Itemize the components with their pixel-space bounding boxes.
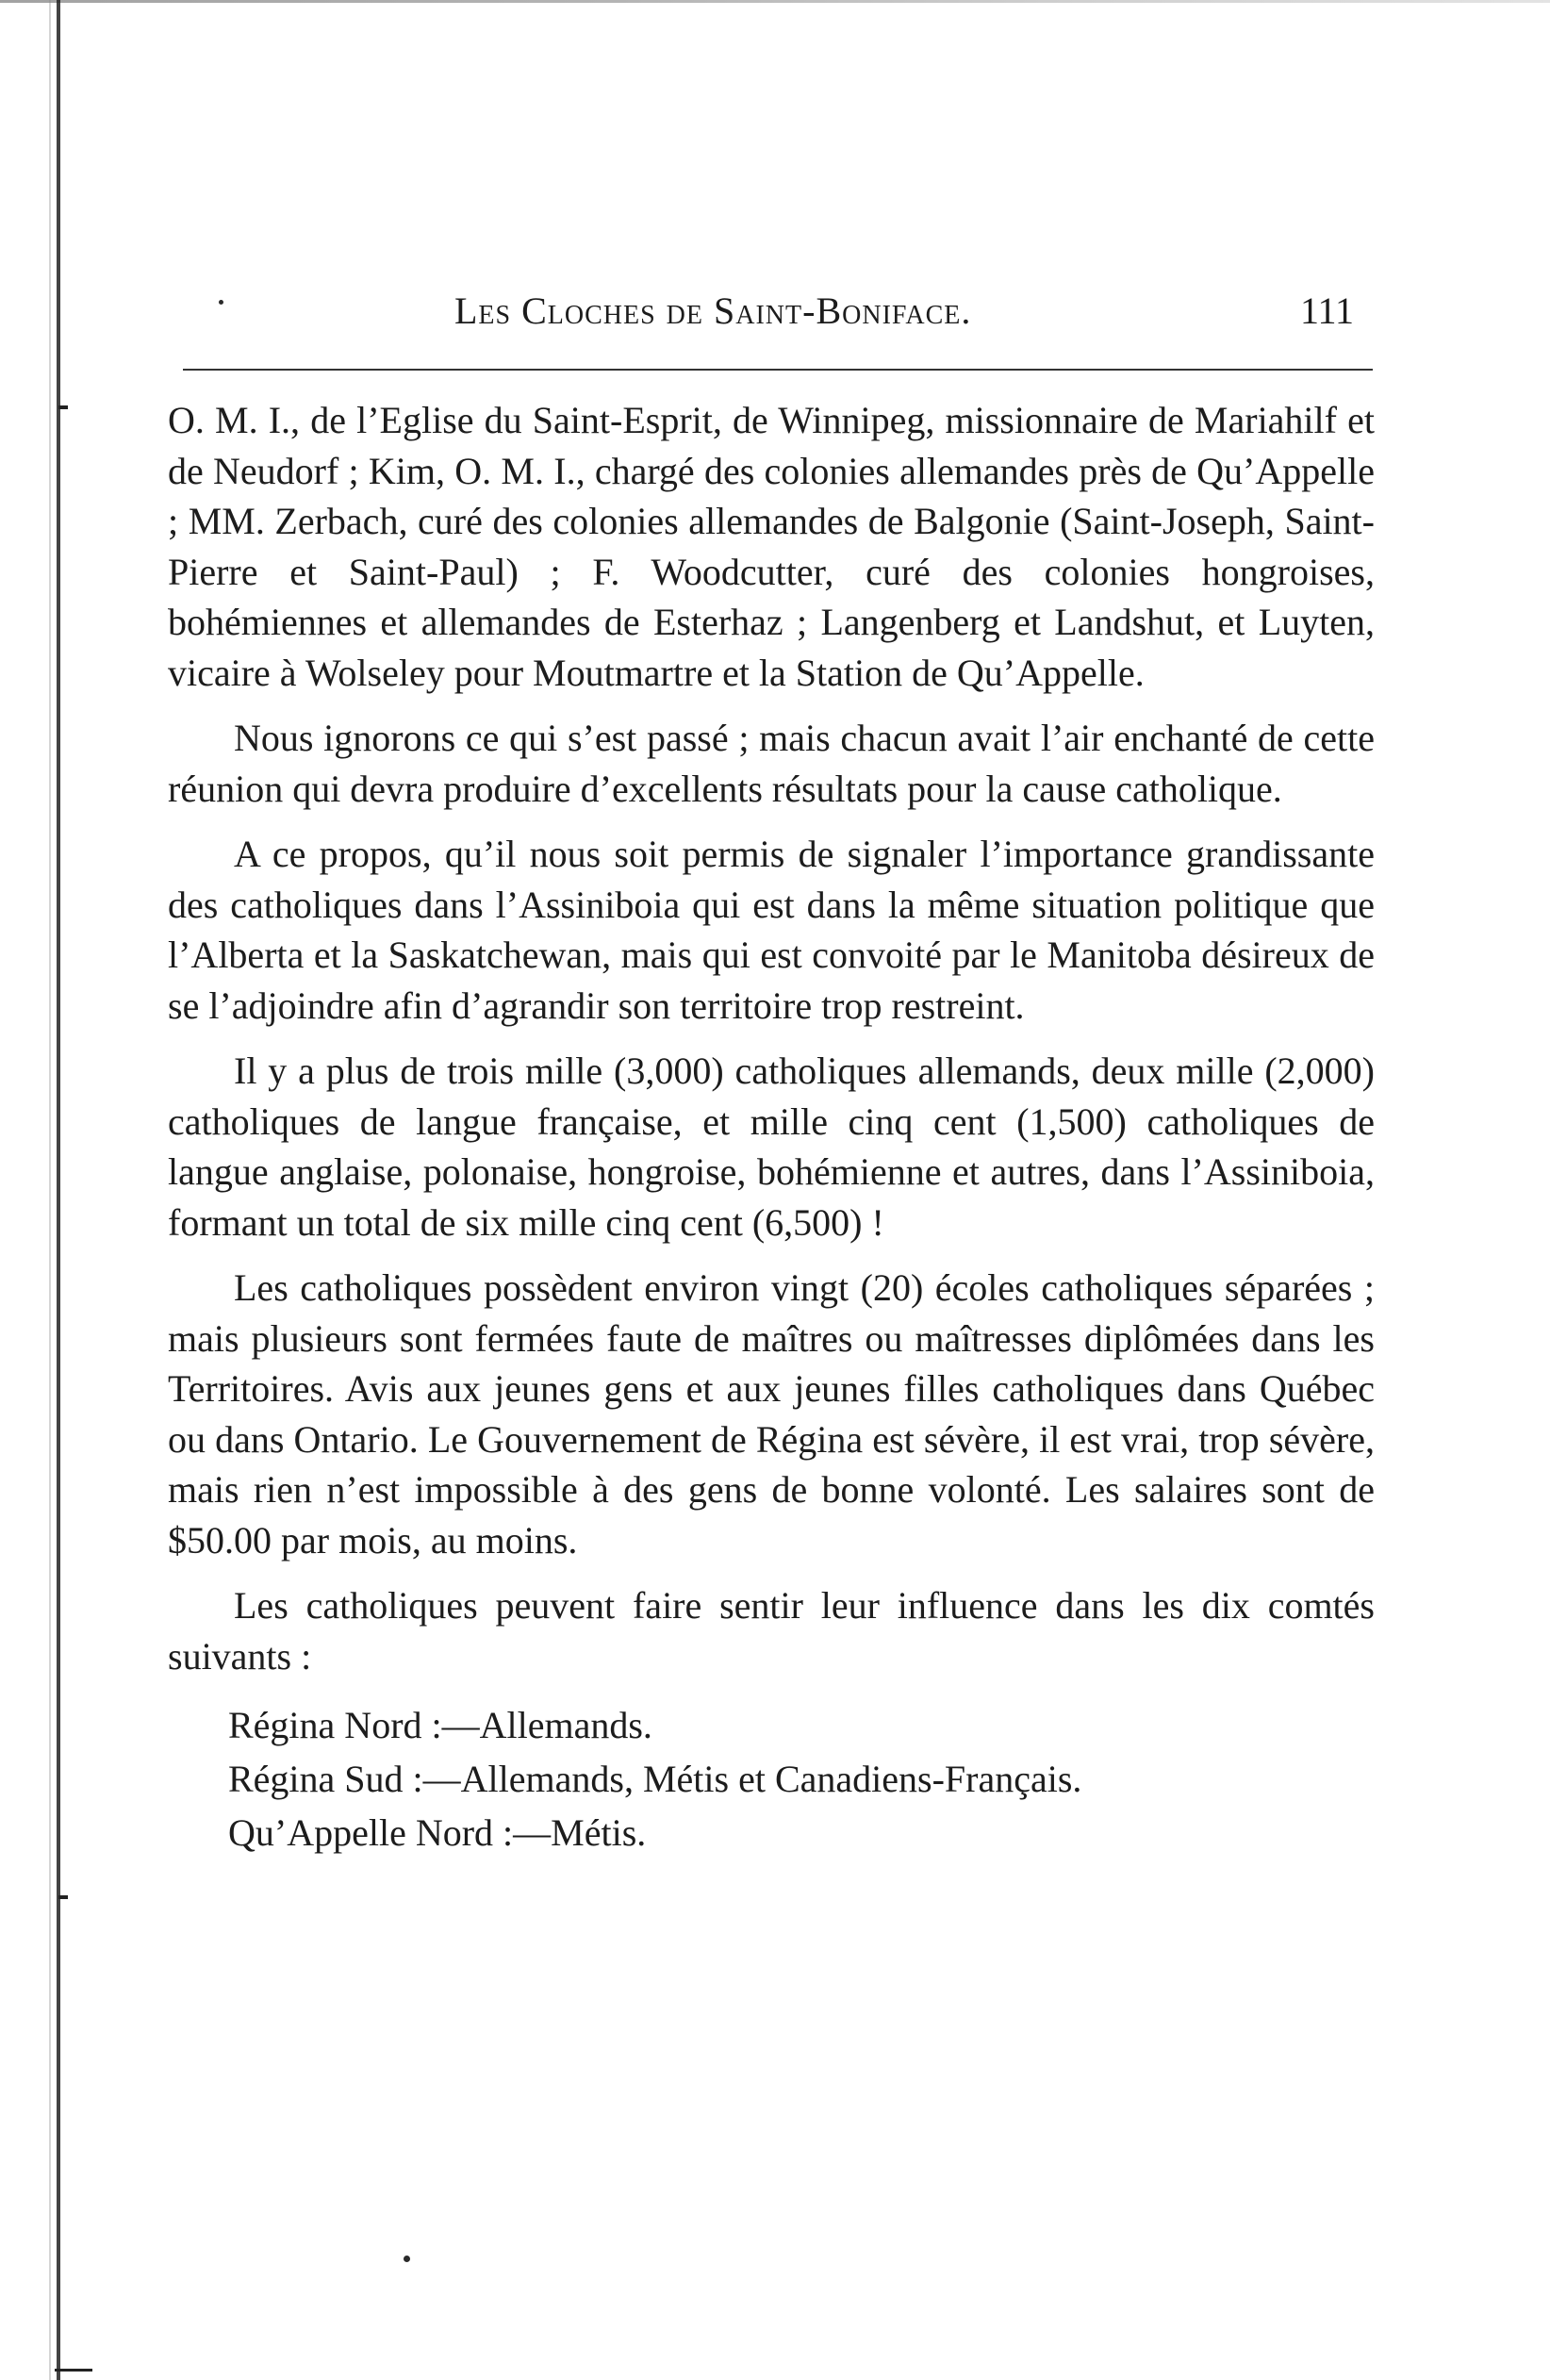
county-item: Régina Sud :—Allemands, Métis et Canadiens-Français. xyxy=(228,1758,1082,1800)
margin-tick xyxy=(58,405,68,409)
page-number: 111 xyxy=(1299,289,1354,332)
stray-dot xyxy=(404,2256,410,2262)
scan-edge-bottom xyxy=(55,2369,92,2372)
paragraph: Les catholiques possèdent environ vingt (20) écoles catholiques séparées ; mais plusieurs sont fermées faute de maîtres ou maîtresses diplômées dans les Territoires. Avis aux jeunes gens et aux jeunes filles catholiques dans Québec ou dans Ontario. Le Gouvernement de Régina est sévère, il est vrai, trop sévère, mais rien n’est impossible à des gens de bonne volonté. Les salaires sont de $50.00 par mois, au moins. xyxy=(168,1266,1375,1562)
paragraph: Il y a plus de trois mille (3,000) catholiques allemands, deux mille (2,000) catholiques de langue française, et mille cinq cent (1,500) catholiques de langue anglaise, polonaise, hongroise, bohémienne et autres, dans l’Assiniboia, formant un total de six mille cinq cent (6,500) ! xyxy=(168,1050,1375,1244)
paragraph: Les catholiques peuvent faire sentir leur influence dans les dix comtés suivants : xyxy=(168,1584,1375,1678)
scan-edge-left-faint xyxy=(49,0,51,2380)
county-list xyxy=(168,1698,1375,1859)
paragraph: Nous ignorons ce qui s’est passé ; mais chacun avait l’air enchanté de cette réunion qui devra produire d’excellents résultats pour la cause catholique. xyxy=(168,717,1375,810)
scan-edge-top xyxy=(0,0,1550,3)
running-header xyxy=(168,289,1375,345)
paragraph-continued: O. M. I., de l’Eglise du Saint-Esprit, de Winnipeg, missionnaire de Mariahilf et de Neudorf ; Kim, O. M. I., chargé des colonies allemandes près de Qu’Appelle ; MM. Zerbach, curé des colonies allemandes de Balgonie (Saint-Joseph, Saint-Pierre et Saint-Paul) ; F. Woodcutter, curé des colonies hongroises, bohémiennes et allemandes de Esterhaz ; Langenberg et Landshut, et Luyten, vicaire à Wolseley pour Moutmartre et la Station de Qu’Appelle. xyxy=(168,399,1375,694)
scan-edge-left xyxy=(57,0,60,2380)
county-item: Qu’Appelle Nord :—Métis. xyxy=(228,1811,647,1854)
header-rule xyxy=(183,369,1373,371)
paragraph: A ce propos, qu’il nous soit permis de signaler l’importance grandissante des catholiques dans l’Assiniboia qui est dans la même situation politique que l’Alberta et la Saskatchewan, mais qui est convoité par le Manitoba désireux de se l’adjoindre afin d’agrandir son territoire trop restreint. xyxy=(168,833,1375,1027)
running-title: Les Cloches de Saint-Boniface. xyxy=(454,289,972,332)
margin-tick xyxy=(58,1895,68,1899)
page-body xyxy=(168,395,1375,1859)
county-item: Régina Nord :—Allemands. xyxy=(228,1704,652,1746)
